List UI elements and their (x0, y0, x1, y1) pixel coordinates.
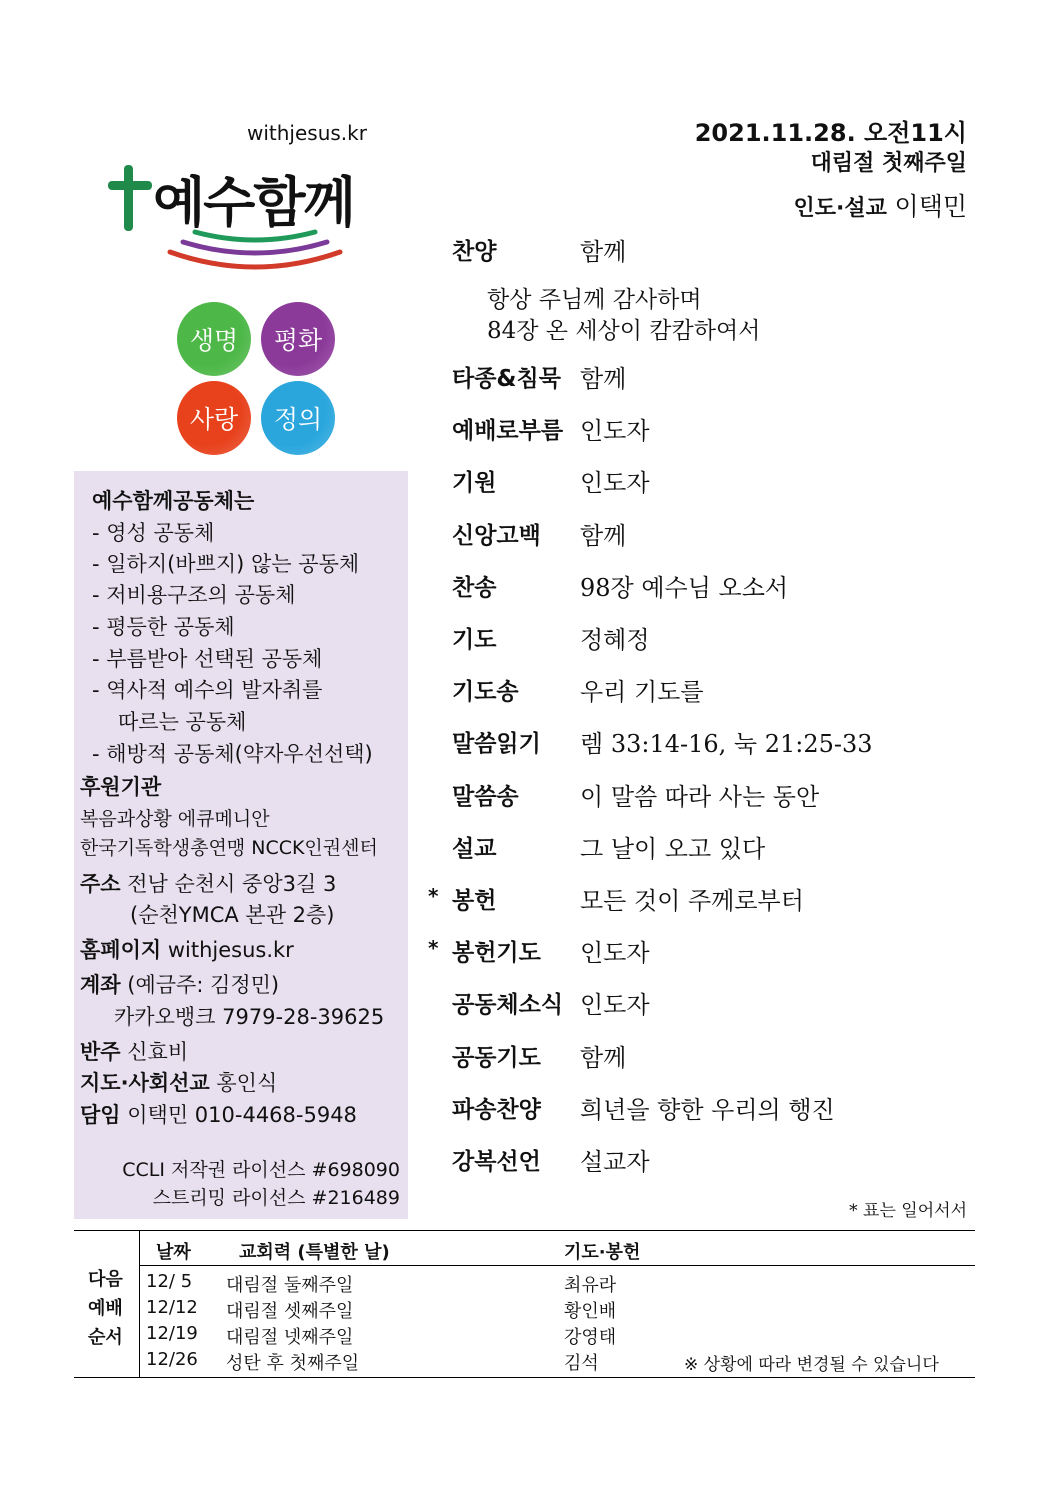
circle-justice-label: 정의 (273, 405, 323, 434)
circle-justice (261, 381, 335, 455)
order-item (452, 567, 788, 603)
community-item: - 부름받아 선택된 공동체 (92, 647, 323, 671)
order-value: 함께 (580, 1043, 627, 1072)
circle-life (177, 302, 251, 376)
order-label: 강복선언 (452, 1148, 541, 1175)
schedule-side-label: 예배 (88, 1298, 123, 1319)
order-item (452, 723, 873, 759)
order-value: 함께 (580, 364, 627, 393)
community-item: - 역사적 예수의 발자취를 (92, 678, 323, 702)
order-label: 공동기도 (452, 1044, 541, 1071)
order-item (452, 984, 650, 1020)
community-title: 예수함께공동체는 (92, 489, 255, 513)
sponsor-line: 복음과상황 에큐메니안 (80, 808, 270, 830)
header-date: 날짜 (156, 1242, 191, 1263)
divider (139, 1231, 140, 1377)
circle-peace (261, 302, 335, 376)
sponsor-label: 후원기관 (80, 775, 162, 799)
schedule-date: 12/ 5 (146, 1271, 193, 1292)
schedule-date: 12/26 (146, 1349, 198, 1370)
order-item (452, 880, 804, 916)
order-label: 봉헌기도 (452, 939, 541, 966)
schedule-calendar: 대림절 넷째주일 (226, 1327, 354, 1348)
order-item (452, 1089, 835, 1125)
order-label: 공동체소식 (452, 991, 564, 1018)
standing-star: * (428, 884, 439, 908)
sponsor-line: 한국기독학생총연맹 NCCK인권센터 (80, 837, 378, 859)
circle-love-label: 사랑 (189, 405, 239, 434)
order-item (452, 828, 765, 864)
schedule-date: 12/19 (146, 1323, 198, 1344)
circle-love (177, 381, 251, 455)
community-item: - 영성 공동체 (92, 521, 215, 545)
order-label: 찬송 (452, 574, 497, 601)
order-label: 신앙고백 (452, 522, 541, 549)
header-calendar: 교회력 (특별한 날) (239, 1242, 390, 1263)
order-value: 98장 예수님 오소서 (580, 573, 789, 602)
standing-note: * 표는 일어서서 (849, 1201, 967, 1221)
community-item: - 해방적 공동체(약자우선선택) (92, 742, 373, 766)
schedule-side-label: 순서 (88, 1327, 123, 1348)
community-item: - 일하지(바쁘지) 않는 공동체 (92, 552, 360, 576)
service-datetime: 2021.11.28. 오전11시 (694, 119, 967, 147)
header-prayer: 기도·봉헌 (564, 1242, 641, 1263)
leader-label: 인도·설교 (793, 196, 887, 221)
service-leader (794, 187, 968, 223)
order-label: 기원 (452, 469, 497, 496)
account: 계좌 (예금주: 김정민) (80, 973, 280, 997)
schedule-prayer: 최유라 (564, 1275, 617, 1296)
order-item (452, 358, 626, 394)
logo-title: 예수함께 (153, 171, 354, 234)
order-label: 기도 (452, 626, 497, 653)
praise-song: 항상 주님께 감사하며 (487, 287, 702, 313)
order-label: 말씀송 (452, 783, 519, 810)
order-label: 예배로부름 (452, 417, 564, 444)
service-occasion: 대림절 첫째주일 (810, 151, 967, 176)
accompanist: 반주 신효비 (80, 1040, 189, 1064)
site-url: withjesus.kr (247, 121, 367, 145)
order-item (452, 410, 650, 446)
next-schedule-table (74, 1230, 975, 1378)
order-label: 파송찬양 (452, 1096, 541, 1123)
order-value: 그 날이 오고 있다 (580, 834, 766, 863)
order-label: 기도송 (452, 678, 519, 705)
streaming-license: 스트리밍 라이선스 #216489 (152, 1187, 400, 1209)
order-value: 설교자 (580, 1147, 650, 1176)
schedule-date: 12/12 (146, 1297, 198, 1318)
account-number: 카카오뱅크 7979-28-39625 (114, 1005, 385, 1029)
schedule-calendar: 대림절 둘째주일 (226, 1275, 354, 1296)
logo-arcs (165, 226, 345, 276)
order-value: 정혜정 (580, 625, 650, 654)
address-line2: (순천YMCA 본관 2층) (130, 903, 335, 927)
order-value: 렘 33:14-16, 눅 21:25-33 (580, 729, 873, 758)
order-value: 인도자 (580, 468, 650, 497)
guide: 지도·사회선교 홍인식 (80, 1071, 278, 1095)
leader-name: 이택민 (894, 192, 967, 221)
divider (139, 1265, 975, 1266)
order-value: 함께 (580, 237, 627, 266)
order-value: 우리 기도를 (580, 677, 704, 706)
schedule-calendar: 성탄 후 첫째주일 (226, 1353, 360, 1374)
order-label: 찬양 (452, 238, 497, 265)
order-value: 인도자 (580, 990, 650, 1019)
order-value: 희년을 향한 우리의 행진 (580, 1095, 835, 1124)
order-value: 모든 것이 주께로부터 (580, 886, 804, 915)
order-item (452, 462, 650, 498)
circle-life-label: 생명 (189, 326, 239, 355)
address: 주소 전남 순천시 중앙3길 3 (80, 872, 337, 896)
standing-star: * (428, 936, 439, 960)
order-value: 인도자 (580, 938, 650, 967)
order-item (452, 1141, 650, 1177)
cross-icon (108, 165, 152, 231)
pastor: 담임 이택민 010-4468-5948 (80, 1103, 357, 1127)
order-label: 타종&침묵 (452, 365, 561, 392)
community-info-box (74, 471, 408, 1219)
order-label: 설교 (452, 835, 497, 862)
homepage: 홈페이지 withjesus.kr (80, 938, 294, 962)
order-item (452, 619, 650, 655)
schedule-calendar: 대림절 셋째주일 (226, 1301, 354, 1322)
schedule-prayer: 김석 (564, 1353, 599, 1374)
order-value: 이 말씀 따라 사는 동안 (580, 782, 820, 811)
order-item (452, 515, 626, 551)
order-value: 함께 (580, 521, 627, 550)
community-item: - 평등한 공동체 (92, 615, 235, 639)
schedule-prayer: 황인배 (564, 1301, 617, 1322)
order-item (452, 776, 819, 812)
schedule-prayer: 강영태 (564, 1327, 617, 1348)
order-label: 말씀읽기 (452, 730, 541, 757)
order-item (452, 671, 704, 707)
community-item: - 저비용구조의 공동체 (92, 583, 296, 607)
circle-peace-label: 평화 (273, 326, 323, 355)
schedule-note: ※ 상황에 따라 변경될 수 있습니다 (684, 1355, 939, 1375)
order-label: 봉헌 (452, 887, 497, 914)
schedule-side-label: 다음 (88, 1269, 123, 1290)
ccli-license: CCLI 저작권 라이선스 #698090 (122, 1159, 400, 1181)
praise-song: 84장 온 세상이 캄캄하여서 (487, 318, 761, 344)
order-value: 인도자 (580, 416, 650, 445)
community-item: 따르는 공동체 (118, 710, 247, 734)
order-item (452, 1037, 626, 1073)
order-praise (452, 231, 626, 267)
order-item (452, 932, 650, 968)
